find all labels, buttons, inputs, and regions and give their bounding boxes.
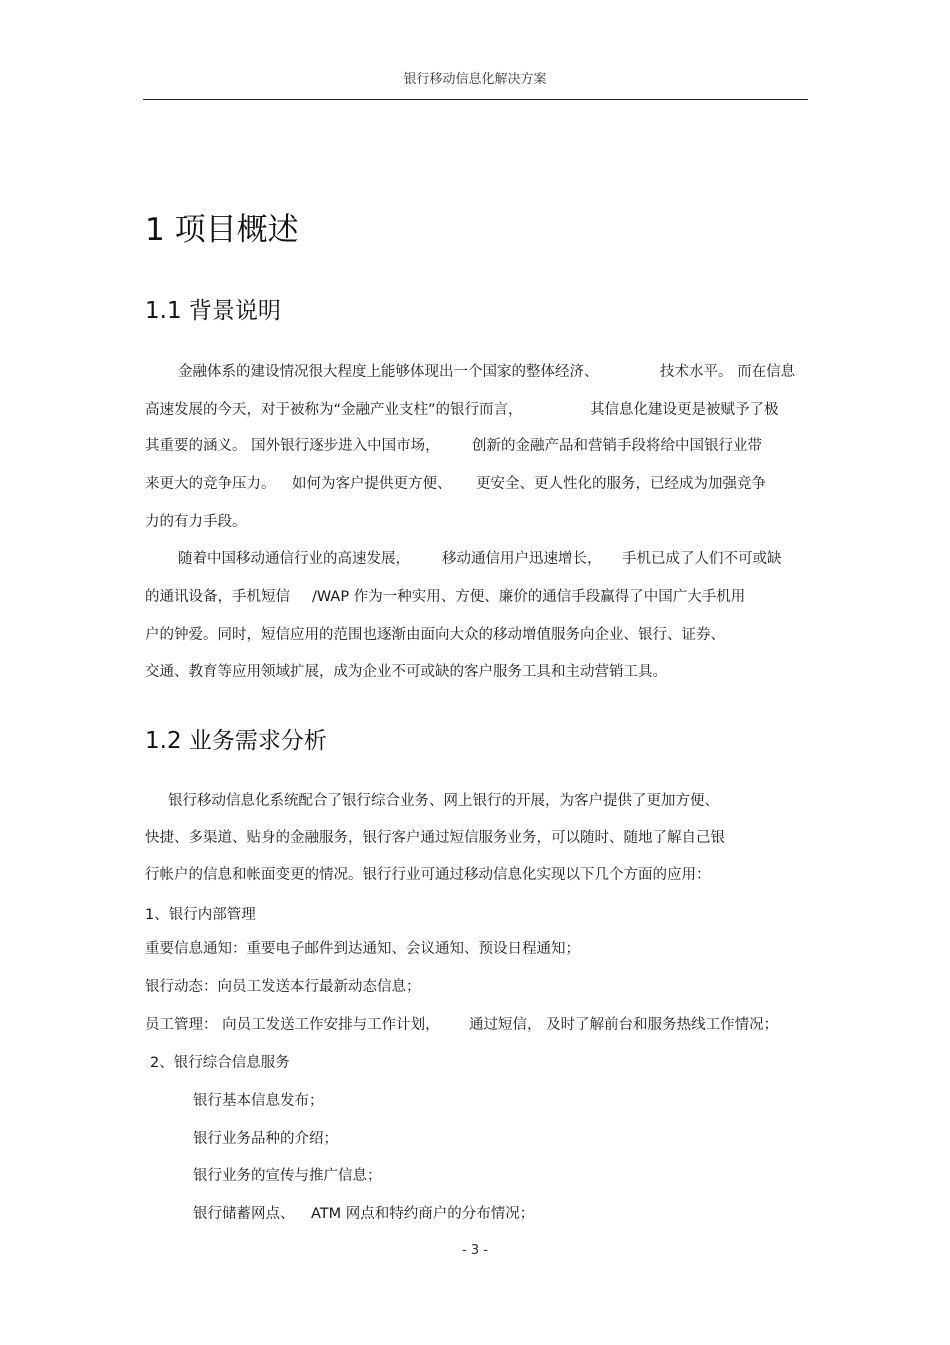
section-heading-background: 1.1 背景说明	[145, 298, 281, 324]
paragraph-line: 高速发展的今天，对于被称为“金融产业支柱”的银行而言，	[145, 402, 523, 418]
paragraph-line: 移动通信用户迅速增长，	[442, 551, 602, 567]
paragraph-line: 银行移动信息化系统配合了银行综合业务、网上银行的开展，为客户提供了更加方便、	[168, 793, 719, 809]
list-item: 银行储蓄网点、	[193, 1206, 295, 1222]
list-item: 重要信息通知：重要电子邮件到达通知、会议通知、预设日程通知；	[145, 941, 580, 957]
header-divider	[143, 99, 808, 100]
paragraph-line: 的通讯设备，手机短信	[145, 589, 290, 605]
page-header-title: 银行移动信息化解决方案	[403, 72, 547, 87]
paragraph-line: 力的有力手段。	[145, 514, 247, 530]
list-item-title: 2、银行综合信息服务	[150, 1055, 290, 1071]
list-item: 银行基本信息发布；	[193, 1093, 324, 1109]
list-item: ATM 网点和特约商户的分布情况；	[311, 1206, 535, 1222]
paragraph-line: 快捷、多渠道、贴身的金融服务，银行客户通过短信服务业务，可以随时、随地了解自己银	[145, 830, 725, 846]
paragraph-line: 其信息化建设更是被赋予了极	[590, 402, 779, 418]
paragraph-line: 如何为客户提供更方便、	[292, 476, 452, 492]
paragraph-line: 创新的金融产品和营销手段将给中国银行业带	[472, 438, 762, 454]
paragraph-line: /WAP 作为一种实用、方便、廉价的通信手段赢得了中国广大手机用	[312, 589, 746, 605]
paragraph-line: 行帐户的信息和帐面变更的情况。银行行业可通过移动信息化实现以下几个方面的应用：	[145, 867, 711, 883]
paragraph-line: 更安全、更人性化的服务，已经成为加强竞争	[476, 476, 766, 492]
paragraph-line: 其重要的涵义。 国外银行逐步进入中国市场，	[145, 438, 440, 454]
page-number: - 3 -	[462, 1243, 488, 1258]
list-item: 银行业务品种的介绍；	[193, 1131, 338, 1147]
chapter-heading: 1 项目概述	[145, 212, 299, 248]
paragraph-line: 来更大的竞争压力。	[145, 476, 276, 492]
paragraph-line: 交通、教育等应用领域扩展，成为企业不可或缺的客户服务工具和主动营销工具。	[145, 664, 667, 680]
list-item-title: 1、银行内部管理	[145, 907, 256, 923]
paragraph-line: 随着中国移动通信行业的高速发展，	[178, 551, 410, 567]
list-item: 银行业务的宣传与推广信息；	[193, 1168, 382, 1184]
list-item: 员工管理： 向员工发送工作安排与工作计划，	[145, 1017, 440, 1033]
section-heading-analysis: 1.2 业务需求分析	[145, 728, 327, 754]
paragraph-line: 技术水平。 而在信息	[660, 364, 796, 380]
paragraph-line: 金融体系的建设情况很大程度上能够体现出一个国家的整体经济、	[178, 364, 599, 380]
list-item: 通过短信， 及时了解前台和服务热线工作情况；	[469, 1017, 779, 1033]
paragraph-line: 手机已成了人们不可或缺	[622, 551, 782, 567]
paragraph-line: 户的钟爱。同时，短信应用的范围也逐渐由面向大众的移动增值服务向企业、银行、证券、	[145, 627, 725, 643]
list-item: 银行动态：向员工发送本行最新动态信息；	[145, 979, 421, 995]
